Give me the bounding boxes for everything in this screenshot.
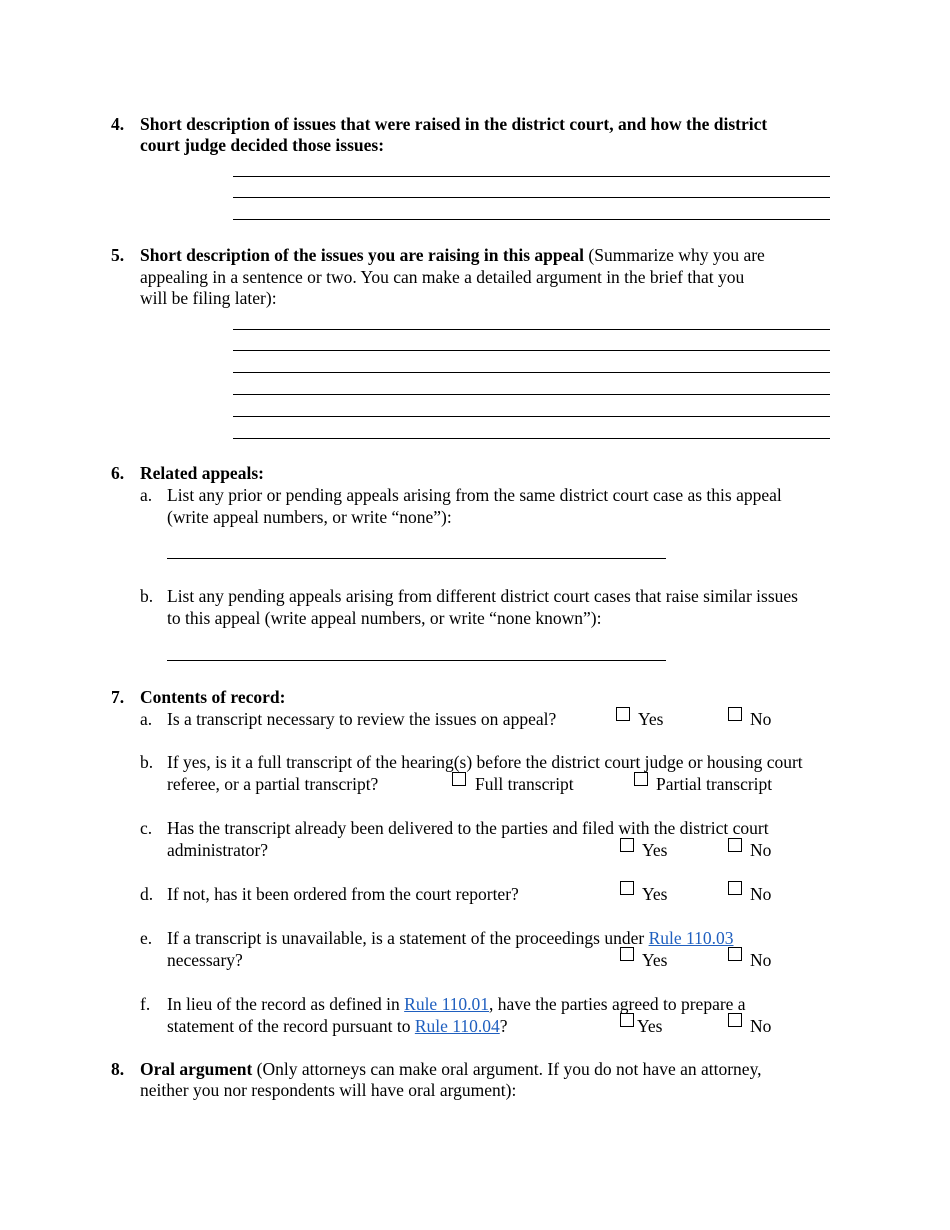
q8-line1 bbox=[140, 1058, 762, 1080]
q7a-yes-checkbox[interactable] bbox=[616, 707, 630, 721]
q7b-line2: referee, or a partial transcript? bbox=[167, 774, 379, 794]
q7e-line1-text: If a transcript is unavailable, is a statement of the proceedings under bbox=[167, 928, 649, 948]
q5-number: 5. bbox=[111, 245, 125, 265]
q7f-no-label: No bbox=[750, 1016, 772, 1036]
q6a-line1: List any prior or pending appeals arising from the same district court case as this appeal bbox=[167, 485, 782, 505]
q4-answer-line-2[interactable] bbox=[233, 197, 830, 198]
q7c-line2: administrator? bbox=[167, 840, 269, 860]
q7d-no-checkbox[interactable] bbox=[728, 881, 742, 895]
q5-answer-line-6[interactable] bbox=[233, 438, 830, 439]
q7e-line1 bbox=[167, 927, 733, 949]
q5-answer-line-3[interactable] bbox=[233, 372, 830, 373]
q6b-letter: b. bbox=[140, 586, 154, 606]
q7b-partial-transcript-label: Partial transcript bbox=[656, 774, 773, 794]
q7f-letter: f. bbox=[140, 994, 151, 1014]
q7f-line1-pre: In lieu of the record as defined in bbox=[167, 994, 405, 1014]
q4-answer-line-3[interactable] bbox=[233, 219, 830, 220]
q7a-line1: Is a transcript necessary to review the issues on appeal? bbox=[167, 709, 557, 729]
q7f-yes-label: Yes bbox=[637, 1016, 663, 1036]
q4-title-line2: court judge decided those issues: bbox=[140, 135, 385, 155]
q7a-no-checkbox[interactable] bbox=[728, 707, 742, 721]
q7f-line1 bbox=[167, 993, 746, 1015]
q7e-letter: e. bbox=[140, 928, 153, 948]
q7b-full-transcript-checkbox[interactable] bbox=[452, 772, 466, 786]
q8-title: Oral argument bbox=[140, 1059, 253, 1079]
q7b-letter: b. bbox=[140, 752, 154, 772]
q7f-no-checkbox[interactable] bbox=[728, 1013, 742, 1027]
q7f-line2-pre: statement of the record pursuant to bbox=[167, 1016, 415, 1036]
q7f-yes-checkbox[interactable] bbox=[620, 1013, 634, 1027]
q6-title: Related appeals: bbox=[140, 463, 264, 483]
q6-number: 6. bbox=[111, 463, 125, 483]
q7e-yes-checkbox[interactable] bbox=[620, 947, 634, 961]
q7b-partial-transcript-checkbox[interactable] bbox=[634, 772, 648, 786]
q7e-yes-label: Yes bbox=[642, 950, 668, 970]
q7a-no-label: No bbox=[750, 709, 772, 729]
q7b-line1: If yes, is it a full transcript of the hearing(s) before the district court judge or housing court bbox=[167, 752, 803, 772]
q7f-line2-post: ? bbox=[499, 1016, 508, 1036]
q5-answer-line-1[interactable] bbox=[233, 329, 830, 330]
rule-110-04-link[interactable]: Rule 110.04 bbox=[414, 1016, 500, 1036]
q6b-line1: List any pending appeals arising from different district court cases that raise similar issues bbox=[167, 586, 798, 606]
q7d-yes-checkbox[interactable] bbox=[620, 881, 634, 895]
q5-answer-line-2[interactable] bbox=[233, 350, 830, 351]
q4-title: Short description of issues that were raised in the district court, and how the district bbox=[140, 114, 768, 134]
q7a-yes-label: Yes bbox=[638, 709, 664, 729]
q7d-line1: If not, has it been ordered from the court reporter? bbox=[167, 884, 519, 904]
q7-title: Contents of record: bbox=[140, 687, 286, 707]
q7d-yes-label: Yes bbox=[642, 884, 668, 904]
q5-answer-line-5[interactable] bbox=[233, 416, 830, 417]
q8-line2: neither you nor respondents will have oral argument): bbox=[140, 1080, 517, 1100]
rule-110-03-link[interactable]: Rule 110.03 bbox=[648, 928, 734, 948]
q7f-line1-post: , have the parties agreed to prepare a bbox=[489, 994, 746, 1014]
q4-number: 4. bbox=[111, 114, 125, 134]
q7e-no-label: No bbox=[750, 950, 772, 970]
q8-line1-rest: (Only attorneys can make oral argument. If you do not have an attorney, bbox=[252, 1059, 762, 1079]
q5-line1-rest: (Summarize why you are bbox=[584, 245, 765, 265]
q7a-letter: a. bbox=[140, 709, 153, 729]
q7b-full-transcript-label: Full transcript bbox=[475, 774, 574, 794]
rule-110-01-link[interactable]: Rule 110.01 bbox=[404, 994, 490, 1014]
q7c-yes-label: Yes bbox=[642, 840, 668, 860]
q7d-no-label: No bbox=[750, 884, 772, 904]
q7d-letter: d. bbox=[140, 884, 154, 904]
q4-answer-line-1[interactable] bbox=[233, 176, 830, 177]
q7c-letter: c. bbox=[140, 818, 153, 838]
q7c-no-label: No bbox=[750, 840, 772, 860]
q5-answer-line-4[interactable] bbox=[233, 394, 830, 395]
q6b-line2: to this appeal (write appeal numbers, or write “none known”): bbox=[167, 608, 602, 628]
q5-line2: appealing in a sentence or two. You can make a detailed argument in the brief that you bbox=[140, 267, 745, 287]
q7c-yes-checkbox[interactable] bbox=[620, 838, 634, 852]
q6a-line2: (write appeal numbers, or write “none”): bbox=[167, 507, 452, 527]
q7f-line2 bbox=[167, 1015, 508, 1037]
q6a-answer-line[interactable] bbox=[167, 558, 666, 559]
q8-number: 8. bbox=[111, 1059, 125, 1079]
q7e-line2: necessary? bbox=[167, 950, 243, 970]
q7-number: 7. bbox=[111, 687, 125, 707]
q5-line1 bbox=[140, 244, 824, 266]
q5-line3: will be filing later): bbox=[140, 288, 277, 308]
q7e-no-checkbox[interactable] bbox=[728, 947, 742, 961]
q6a-letter: a. bbox=[140, 485, 153, 505]
q6b-answer-line[interactable] bbox=[167, 660, 666, 661]
q5-title: Short description of the issues you are raising in this appeal bbox=[140, 245, 585, 265]
q7c-line1: Has the transcript already been delivered to the parties and filed with the district court bbox=[167, 818, 769, 838]
q7c-no-checkbox[interactable] bbox=[728, 838, 742, 852]
